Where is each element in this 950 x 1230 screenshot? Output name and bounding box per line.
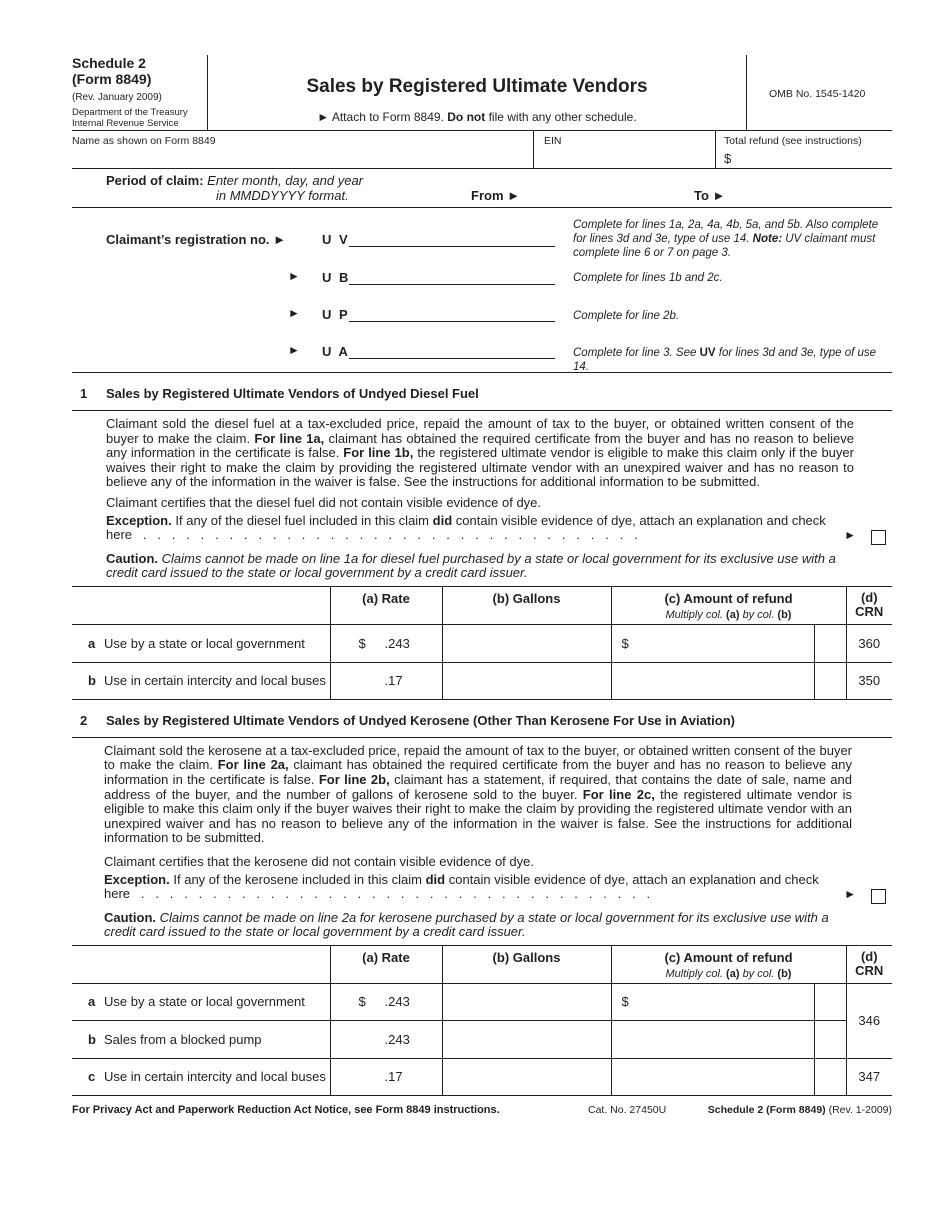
revision-date: (Rev. January 2009) <box>72 92 162 103</box>
s1-col-amount-sub <box>612 609 846 621</box>
s1-exception-b: contain visible evidence of dye, attach an explanation and check here <box>106 512 826 543</box>
department-line-1: Department of the Treasury <box>72 107 188 118</box>
table-row <box>72 1020 892 1058</box>
s1-col-rate: (a) Rate <box>330 586 442 624</box>
s1-row-a-label <box>72 624 330 662</box>
form-page <box>72 55 892 1124</box>
s1-text-c: claimant has obtained the required certificate from the buyer and has no reason to believe any information in the certificate is false. <box>106 430 854 461</box>
s2-col-gallons: (b) Gallons <box>442 945 611 983</box>
reg-arrow-up: ► <box>288 306 300 320</box>
section-2-table <box>72 945 892 1096</box>
name-field[interactable] <box>72 131 533 169</box>
department-line-2: Internal Revenue Service <box>72 118 179 129</box>
s1-row-b-amount-input[interactable] <box>611 662 814 699</box>
s2-text-a: Claimant sold the kerosene at a tax-excluded price, repaid the amount of tax to the buyer, or obtained written consent of the buyer to make the claim. <box>104 742 852 773</box>
period-label <box>106 173 363 203</box>
s1-row-b-rate-value: .17 <box>384 673 403 689</box>
reg-note-ua-bold: UV <box>699 347 716 359</box>
s1-crn-bottom: CRN <box>855 603 884 619</box>
reg-note-ua <box>573 346 891 374</box>
s1-row-a-cents-input[interactable] <box>814 624 846 662</box>
s1-row-b-cents-input[interactable] <box>814 662 846 699</box>
s1-caution-text: Claims cannot be made on line 1a for diesel fuel purchased by a state or local government for its exclusive use with a credit card issued to the state or local government by a credit card issuer. <box>106 550 836 580</box>
s1-sub-b: (b) <box>777 608 792 621</box>
s2-text-g: the registered ultimate vendor is eligible to make this claim only if the buyer waives their right to make the claim by providing the registered ultimate vendor with an unexpired waiver and has no reason to believe any of the information in the waiver is false. See the instructions for additional information to be submitted. <box>104 786 852 846</box>
reg-note-ub: Complete for lines 1b and 2c. <box>573 272 723 284</box>
s1-row-a-rate-value: .243 <box>384 635 410 651</box>
s1-row-a-amount-input[interactable] <box>611 624 814 662</box>
s2-text-d: For line 2b, <box>318 771 390 787</box>
table-row <box>72 662 892 699</box>
s2-sub-b: (b) <box>777 967 792 980</box>
form-number: (Form 8849) <box>72 71 152 87</box>
s1-caution-label: Caution. <box>106 550 158 566</box>
s1-row-a-crn: 360 <box>846 624 892 662</box>
s1-row-a-rate <box>330 624 442 662</box>
s2-row-a-amount-dollar: $ <box>621 994 629 1010</box>
s1-row-b-crn: 350 <box>846 662 892 699</box>
s2-col-rate: (a) Rate <box>330 945 442 983</box>
footer-form-id <box>708 1104 892 1116</box>
s1-row-b-rate <box>330 662 442 699</box>
period-label-bold: Period of claim: <box>106 173 204 188</box>
s2-header-row <box>72 945 892 983</box>
s2-row-c-letter: c <box>88 1069 96 1085</box>
reg-note-up: Complete for line 2b. <box>573 310 680 322</box>
period-label-italic-2: in MMDDYYYY format. <box>216 188 349 203</box>
s2-row-c-rate-value: .17 <box>384 1069 403 1085</box>
section-2-paragraph <box>72 744 892 846</box>
s2-row-b-label <box>72 1020 330 1058</box>
table-row <box>72 624 892 662</box>
total-refund-field[interactable] <box>715 131 892 169</box>
s1-exception-arrow: ► <box>844 528 856 543</box>
ein-label: EIN <box>544 135 562 147</box>
s2-caution-text: Claims cannot be made on line 2a for kerosene purchased by a state or local government for its exclusive use with a credit card issued to the state or local government by a credit card issuer. <box>104 909 829 939</box>
s2-row-c-text: Use in certain intercity and local buses <box>104 1069 326 1085</box>
reg-note-ua-text: Complete for line 3. See <box>573 347 697 359</box>
s2-col-crn <box>846 945 892 983</box>
s1-crn-top: (d) <box>860 589 878 605</box>
name-row <box>72 131 892 169</box>
s1-col-gallons: (b) Gallons <box>442 586 611 624</box>
total-refund-dollar: $ <box>724 151 732 166</box>
privacy-notice: For Privacy Act and Paperwork Reduction Act Notice, see Form 8849 instructions. <box>72 1103 500 1116</box>
s2-text-f: For line 2c, <box>582 786 655 802</box>
s1-exception-a: If any of the diesel fuel included in this claim <box>175 512 430 528</box>
section-1-number: 1 <box>80 386 88 401</box>
reg-arrow-ub: ► <box>288 269 300 283</box>
reg-input-ub[interactable] <box>349 284 555 285</box>
s2-row-c-crn: 347 <box>846 1058 892 1095</box>
s1-header-blank <box>72 586 330 624</box>
form-footer <box>72 1104 892 1124</box>
section-2-title <box>72 700 892 738</box>
section-2-certify: Claimant certifies that the kerosene did not contain visible evidence of dye. <box>104 853 534 869</box>
omb-number: OMB No. 1545-1420 <box>746 55 892 131</box>
reg-note-ua-post: for lines 3d and 3e, type of use 14. <box>573 347 877 373</box>
s2-exception-arrow: ► <box>844 887 856 902</box>
s1-exception-did: did <box>432 512 453 528</box>
s2-crn-bottom: CRN <box>855 962 884 978</box>
s2-col-amount <box>611 945 846 983</box>
schedule-id-block <box>72 55 208 131</box>
s2-row-b-rate <box>330 1020 442 1058</box>
s1-text-b: For line 1a, <box>254 430 325 446</box>
s2-row-a-rate-value: .243 <box>384 994 410 1010</box>
reg-input-up[interactable] <box>349 321 555 322</box>
period-label-italic-1: Enter month, day, and year <box>207 173 364 188</box>
s2-dot-leader: . . . . . . . . . . . . . . . . . . . . . . . . . . . . . . . . . . . . <box>133 886 651 902</box>
reg-code-uv: U V <box>322 232 350 247</box>
s1-dot-leader: . . . . . . . . . . . . . . . . . . . . . . . . . . . . . . . . . . . <box>135 527 638 543</box>
s1-header-row <box>72 586 892 624</box>
s2-row-c-amount-input[interactable] <box>611 1058 814 1095</box>
s2-caution-label: Caution. <box>104 909 156 925</box>
s1-sub-pre: Multiply col. <box>665 608 723 621</box>
s1-text-a: Claimant sold the diesel fuel at a tax-excluded price, repaid the amount of tax to the buyer, or obtained written consent of the buyer to make the claim. <box>106 416 854 446</box>
period-to-field[interactable]: To ► <box>694 188 726 203</box>
reg-code-up: U P <box>322 307 350 322</box>
section-2-number: 2 <box>80 712 88 728</box>
attach-text-post: file with any other schedule. <box>488 110 637 124</box>
catalog-number: Cat. No. 27450U <box>588 1103 667 1116</box>
s1-col-amount-label: (c) Amount of refund <box>664 590 793 606</box>
s2-header-blank <box>72 945 330 983</box>
form-title: Sales by Registered Ultimate Vendors <box>306 76 648 97</box>
s1-row-a-amount-dollar: $ <box>621 635 629 651</box>
s2-col-amount-label: (c) Amount of refund <box>664 949 793 965</box>
s2-exception-checkbox[interactable] <box>871 889 886 904</box>
s2-col-amount-sub <box>612 968 846 980</box>
s2-sub-pre: Multiply col. <box>665 967 723 980</box>
section-2-caution <box>72 911 892 939</box>
reg-note-uv-bold: Note: <box>752 233 783 245</box>
reg-code-ua: U A <box>322 344 350 359</box>
total-refund-label: Total refund (see instructions) <box>724 135 862 147</box>
s1-col-crn <box>846 586 892 624</box>
form-header <box>72 55 892 131</box>
footer-form-name: Schedule 2 (Form 8849) <box>707 1103 826 1116</box>
s2-row-ab-crn: 346 <box>846 983 892 1058</box>
s2-text-b: For line 2a, <box>217 757 289 773</box>
s2-row-a-rate-dollar: $ <box>358 994 366 1010</box>
s1-row-a-letter: a <box>88 635 96 651</box>
s1-text-e: the registered ultimate vendor is eligible to make this claim only if the buyer waives their right to make the claim by providing the registered ultimate vendor with an unexpired waiver and has no reason to believe any of the information in the waiver is false. See the instructions for additional information to be submitted. <box>106 445 854 490</box>
s2-row-c-cents-input[interactable] <box>814 1058 846 1095</box>
s1-row-a-text: Use by a state or local government <box>104 635 305 651</box>
s2-exception-did: did <box>425 871 446 887</box>
s1-row-b-text: Use in certain intercity and local buses <box>104 673 326 689</box>
period-of-claim-row <box>72 169 892 208</box>
s2-text-c: claimant has obtained the required certificate from the buyer and has no reason to believe any information in the certificate is false. <box>104 757 852 787</box>
s2-text-e: claimant has a statement, if required, that contains the date of sale, name and address of the buyer, and the number of gallons of kerosene sold to the buyer. <box>104 771 852 802</box>
s1-row-b-label <box>72 662 330 699</box>
schedule-number: Schedule 2 <box>72 55 146 71</box>
s2-crn-top: (d) <box>860 948 878 964</box>
s2-row-a-letter: a <box>88 994 96 1010</box>
section-1-certify: Claimant certifies that the diesel fuel did not contain visible evidence of dye. <box>106 494 542 510</box>
s1-exception-label: Exception. <box>106 512 172 528</box>
s2-row-a-gallons-input[interactable] <box>442 983 611 1020</box>
s2-row-a-label <box>72 983 330 1020</box>
s1-exception-checkbox[interactable] <box>871 530 886 545</box>
s2-exception-a: If any of the kerosene included in this claim <box>173 871 422 887</box>
period-from-field[interactable]: From ► <box>471 188 520 203</box>
s1-sub-mid: by col. <box>742 608 775 621</box>
reg-input-uv[interactable] <box>349 246 555 247</box>
title-block <box>208 55 746 131</box>
s2-row-c-rate <box>330 1058 442 1095</box>
section-2-exception <box>72 873 892 902</box>
s2-row-a-text: Use by a state or local government <box>104 994 305 1010</box>
s2-row-b-gallons-input[interactable] <box>442 1020 611 1058</box>
reg-note-uv-text: Complete for lines 1a, 2a, 4a, 4b, 5a, and 5b. Also complete for lines 3d and 3e, type of use 14. <box>573 219 879 245</box>
attach-text-bold: Do not <box>447 110 486 124</box>
s2-exception-label: Exception. <box>104 871 170 887</box>
section-1-table <box>72 586 892 700</box>
s1-row-a-gallons-input[interactable] <box>442 624 611 662</box>
s2-row-b-text: Sales from a blocked pump <box>104 1031 262 1047</box>
s2-row-c-label <box>72 1058 330 1095</box>
s2-row-a-rate <box>330 983 442 1020</box>
s1-sub-a: (a) <box>726 608 740 621</box>
s2-row-c-gallons-input[interactable] <box>442 1058 611 1095</box>
footer-form-rev: (Rev. 1-2009) <box>828 1103 892 1116</box>
attach-text-pre: ► Attach to Form 8849. <box>317 110 444 124</box>
s1-row-b-gallons-input[interactable] <box>442 662 611 699</box>
s2-row-b-letter: b <box>88 1031 96 1047</box>
s2-row-b-rate-value: .243 <box>384 1031 410 1047</box>
section-1-exception <box>72 514 892 543</box>
s2-row-b-cents-input[interactable] <box>814 1020 846 1058</box>
section-1-caution <box>72 552 892 580</box>
table-row <box>72 1058 892 1095</box>
s1-row-b-letter: b <box>88 673 96 689</box>
attach-instruction <box>208 110 746 124</box>
table-row <box>72 983 892 1020</box>
reg-note-uv-post: UV claimant must complete line 6 or 7 on page 3. <box>573 233 876 259</box>
s2-row-a-cents-input[interactable] <box>814 983 846 1020</box>
ein-field[interactable] <box>533 131 715 169</box>
s1-text-d: For line 1b, <box>343 445 414 461</box>
name-label: Name as shown on Form 8849 <box>72 135 216 147</box>
section-1-paragraph <box>72 417 892 490</box>
s2-sub-a: (a) <box>726 967 740 980</box>
s2-sub-mid: by col. <box>742 967 775 980</box>
reg-code-ub: U B <box>322 270 351 285</box>
s2-exception-b: contain visible evidence of dye, attach an explanation and check here <box>104 871 819 902</box>
s2-row-a-amount-input[interactable] <box>611 983 814 1020</box>
section-1-title <box>72 373 892 411</box>
s2-row-b-amount-input[interactable] <box>611 1020 814 1058</box>
s1-row-a-rate-dollar: $ <box>358 635 366 651</box>
reg-note-uv <box>573 218 891 260</box>
section-2-heading: Sales by Registered Ultimate Vendors of Undyed Kerosene (Other Than Kerosene For Use in Aviation) <box>106 712 735 728</box>
registration-label: Claimant’s registration no. ► <box>106 232 286 247</box>
reg-input-ua[interactable] <box>349 358 555 359</box>
section-1-heading: Sales by Registered Ultimate Vendors of Undyed Diesel Fuel <box>106 386 479 401</box>
reg-arrow-ua: ► <box>288 343 300 357</box>
registration-block <box>72 208 892 373</box>
s1-col-amount <box>611 586 846 624</box>
